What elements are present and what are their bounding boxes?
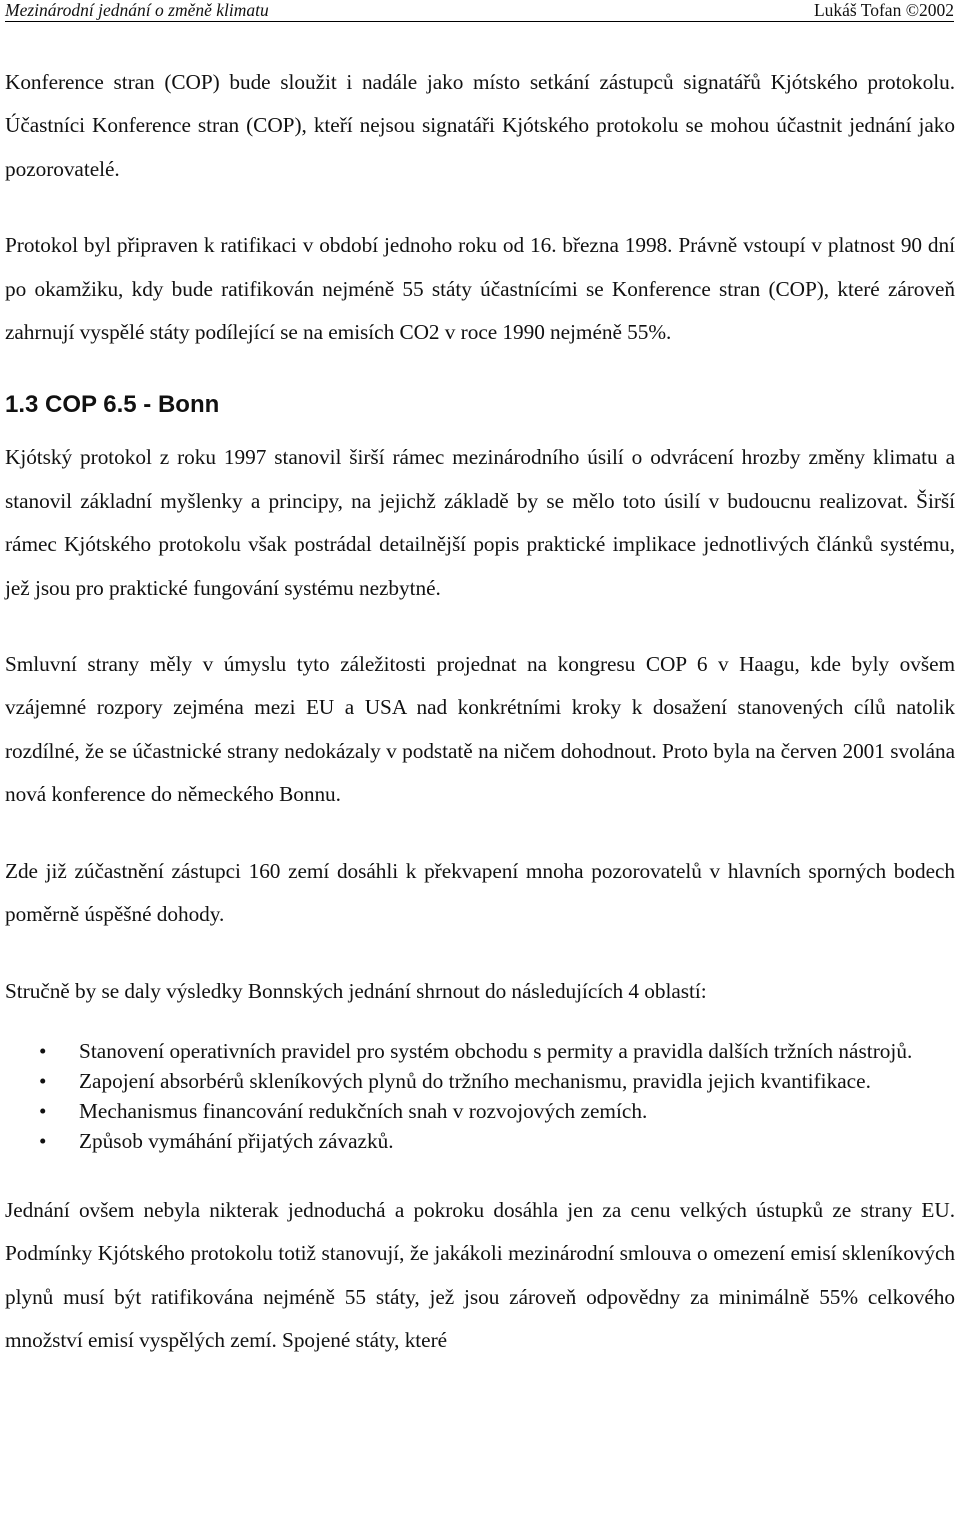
- section-heading: 1.3 COP 6.5 - Bonn: [5, 391, 220, 419]
- document-body: [5, 61, 955, 1363]
- bullet-icon: •: [39, 1038, 47, 1063]
- bullet-icon: •: [39, 1128, 47, 1153]
- header-author: Lukáš Tofan ©2002: [813, 0, 954, 20]
- header-document-title: Mezinárodní jednání o změně klimatu: [5, 0, 269, 20]
- paragraph-bonn-agreement: Zde již zúčastnění zástupci 160 zemí dosáhli k překvapení mnoha pozorovatelů v hlavních sporných bodech poměrně úspěšné dohody.: [5, 858, 955, 927]
- list-item: [5, 1127, 955, 1156]
- bonn-results-list: [5, 1037, 955, 1156]
- bullet-icon: •: [39, 1068, 47, 1093]
- paragraph-bonn-summary-intro: Stručně by se daly výsledky Bonnských jednání shrnout do následujících 4 oblastí:: [5, 978, 707, 1003]
- list-item-text: Způsob vymáhání přijatých závazků.: [79, 1128, 394, 1153]
- list-item: [5, 1097, 955, 1126]
- page-header: [5, 0, 954, 22]
- list-item-text: Zapojení absorbérů skleníkových plynů do tržního mechanismu, pravidla jejich kvantifikace.: [79, 1068, 871, 1093]
- list-item-text: Mechanismus financování redukčních snah v rozvojových zemích.: [79, 1098, 648, 1123]
- list-item: [5, 1067, 955, 1096]
- paragraph-kyoto-framework: Kjótský protokol z roku 1997 stanovil širší rámec mezinárodního úsilí o odvrácení hrozby změny klimatu a stanovil základní myšlenky a principy, na jejichž základě by se mělo toto úsilí v budoucnu realizovat. Širší rámec Kjótského protokolu však postrádal detailnější popis praktické implikace jednotlivých článků systému, jež jsou pro praktické fungování systému nezbytné.: [5, 445, 955, 600]
- paragraph-eu-concessions: Jednání ovšem nebyla nikterak jednoduchá a pokroku dosáhla jen za cenu velkých ústupků ze strany EU. Podmínky Kjótského protokolu totiž stanovují, že jakákoli mezinárodní smlouva o omezení emisí skleníkových plynů musí být ratifikována nejméně 55 státy, jež jsou zároveň odpovědny za minimálně 55% celkového množství emisí vyspělých zemí. Spojené státy, které: [5, 1197, 955, 1353]
- paragraph-cop-observers: Konference stran (COP) bude sloužit i nadále jako místo setkání zástupců signatářů Kjótského protokolu. Účastníci Konference stran (COP), kteří nejsou signatáři Kjótského protokolu se mohou účastnit jednání jako pozorovatelé.: [5, 70, 955, 181]
- bullet-icon: •: [39, 1098, 47, 1123]
- paragraph-hague-congress: Smluvní strany měly v úmyslu tyto záležitosti projednat na kongresu COP 6 v Haagu, kde byly ovšem vzájemné rozpory zejména mezi EU a USA nad konkrétními kroky k dosažení stanovených cílů natolik rozdílné, že se účastnické strany nedokázaly v podstatě na ničem dohodnout. Proto byla na červen 2001 svolána nová konference do německého Bonnu.: [5, 652, 955, 807]
- list-item-text: Stanovení operativních pravidel pro systém obchodu s permity a pravidla dalších tržních nástrojů.: [79, 1038, 913, 1063]
- paragraph-ratification: Protokol byl připraven k ratifikaci v období jednoho roku od 16. března 1998. Právně vstoupí v platnost 90 dní po okamžiku, kdy bude ratifikován nejméně 55 státy účastnícími se Konference stran (COP), které zároveň zahrnují vyspělé státy podílející se na emisích CO2 v roce 1990 nejméně 55%.: [5, 233, 955, 345]
- list-item: [5, 1037, 955, 1066]
